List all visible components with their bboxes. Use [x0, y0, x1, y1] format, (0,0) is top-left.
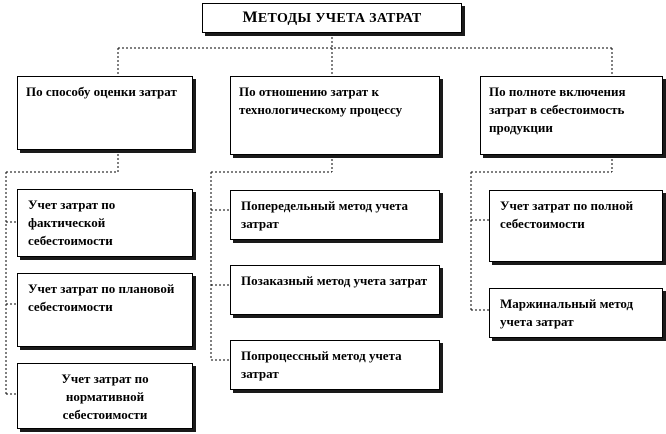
category-technological-process: По отношению затрат к технологическому процессу — [230, 76, 440, 155]
method-marginal-costing: Маржинальный метод учета затрат — [489, 288, 663, 338]
method-actual-cost: Учет затрат по фактической себестоимости — [17, 189, 193, 257]
category-valuation-method: По способу оценки затрат — [17, 76, 193, 150]
category-cost-completeness: По полноте включения затрат в себестоимость продукции — [480, 76, 663, 155]
method-planned-cost: Учет затрат по плановой себестоимости — [17, 273, 193, 347]
method-job-order: Позаказный метод учета затрат — [230, 265, 440, 315]
diagram-title — [202, 3, 462, 33]
method-process-stage: Попередельный метод учета затрат — [230, 190, 440, 240]
method-normative-cost: Учет затрат по нормативной себестоимости — [17, 363, 193, 429]
title-first-letter: М — [242, 9, 258, 26]
title-rest: ЕТОДЫ УЧЕТА ЗАТРАТ — [257, 11, 422, 26]
method-full-cost: Учет затрат по полной себестоимости — [489, 190, 663, 262]
method-process-costing: Попроцессный метод учета затрат — [230, 340, 440, 390]
